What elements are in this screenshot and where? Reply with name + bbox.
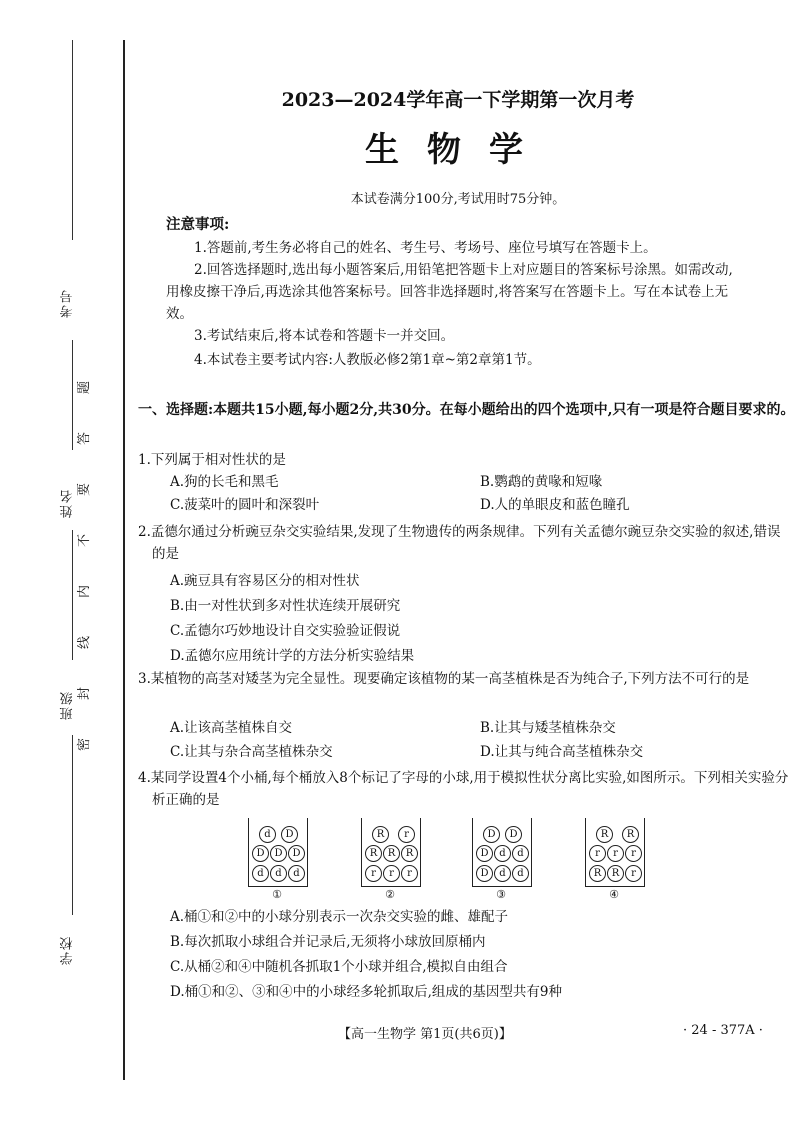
section-heading: 一、选择题:本题共15小题,每小题2分,共30分。在每小题给出的四个选项中,只有一项是符合题目要求的。: [138, 402, 794, 418]
seal-char: 要: [77, 482, 93, 497]
seal-char: 封: [77, 686, 93, 701]
ball: D: [252, 845, 269, 862]
class-label: 班级: [60, 690, 76, 720]
ball: d: [252, 865, 269, 882]
ball: d: [494, 845, 511, 862]
ball: r: [625, 865, 642, 882]
ball: r: [589, 845, 606, 862]
option-a: A.桶①和②中的小球分别表示一次杂交实验的雌、雄配子: [170, 909, 509, 925]
ball: d: [259, 826, 276, 843]
ball: r: [365, 865, 382, 882]
ball: R: [622, 826, 639, 843]
ball: D: [281, 826, 298, 843]
seal-char: 线: [77, 635, 93, 650]
question-stem: 2.孟德尔通过分析豌豆杂交实验结果,发现了生物遗传的两条规律。下列有关孟德尔豌豆杂交实验的叙述,错误的是: [138, 524, 781, 562]
option-d: D.孟德尔应用统计学的方法分析实验结果: [170, 648, 415, 664]
ball: D: [476, 845, 493, 862]
ball: r: [398, 826, 415, 843]
seal-char: 内: [77, 584, 93, 599]
option-a: A.豌豆具有容易区分的相对性状: [170, 573, 360, 589]
seal-warning: [77, 362, 109, 770]
ball: d: [288, 865, 305, 882]
subject-title: 生物学: [365, 130, 551, 170]
school-label: 学校: [60, 935, 76, 965]
seal-char: 不: [77, 533, 93, 548]
name-label: 姓名: [60, 488, 76, 518]
option-d: D.桶①和②、③和④中的小球经多轮抓取后,组成的基因型共有9种: [170, 984, 563, 1000]
ball: r: [625, 845, 642, 862]
bucket-label: ④: [609, 888, 619, 901]
seal-char: 题: [77, 380, 93, 395]
bucket-4: [585, 818, 645, 887]
ball: D: [288, 845, 305, 862]
option-c: C.从桶②和④中随机各抓取1个小球并组合,模拟自由组合: [170, 959, 508, 975]
bucket-label: ③: [496, 888, 506, 901]
ball: D: [476, 865, 493, 882]
notice-item: 1.答题前,考生务必将自己的姓名、考生号、考场号、座位号填写在答题卡上。: [194, 240, 657, 256]
option-d: D.让其与纯合高茎植株杂交: [480, 744, 644, 760]
option-c: C.让其与杂合高茎植株杂交: [170, 744, 333, 760]
paper-code: · 24 - 377A ·: [683, 1023, 763, 1038]
notice-title: 注意事项:: [166, 216, 230, 233]
ball: D: [270, 845, 287, 862]
ball: d: [494, 865, 511, 882]
question-stem: 1.下列属于相对性状的是: [138, 452, 286, 468]
option-c: C.菠菜叶的圆叶和深裂叶: [170, 497, 320, 513]
notice-item: 2.回答选择题时,选出每小题答案后,用铅笔把答题卡上对应题目的答案标号涂黑。如需改动,用橡皮擦干净后,再选涂其他答案标号。回答非选择题时,将答案写在答题卡上。写在本试卷上无效。: [166, 262, 733, 322]
ball: r: [383, 865, 400, 882]
option-b: B.鹦鹉的黄喙和短喙: [480, 474, 603, 490]
ball: D: [483, 826, 500, 843]
binding-margin: [0, 0, 130, 1123]
bucket-1: [248, 818, 308, 887]
exam-number-line: [72, 40, 73, 240]
option-c: C.孟德尔巧妙地设计自交实验验证假说: [170, 623, 401, 639]
ball: r: [607, 845, 624, 862]
bucket-3: [472, 818, 532, 887]
binding-rule: [123, 40, 125, 1080]
ball: d: [270, 865, 287, 882]
ball: D: [505, 826, 522, 843]
option-b: B.每次抓取小球组合并记录后,无须将小球放回原桶内: [170, 934, 486, 950]
option-b: B.让其与矮茎植株杂交: [480, 720, 616, 736]
ball: R: [365, 845, 382, 862]
ball: r: [401, 865, 418, 882]
exam-number-label: 考号: [60, 288, 76, 318]
bucket-figure: [248, 818, 668, 902]
bucket-label: ②: [385, 888, 395, 901]
ball: R: [383, 845, 400, 862]
option-b: B.由一对性状到多对性状连续开展研究: [170, 598, 401, 614]
bucket-label: ①: [272, 888, 282, 901]
option-a: A.狗的长毛和黑毛: [170, 474, 279, 490]
school-line: [72, 735, 73, 915]
exam-title: 2023—2024学年高一下学期第一次月考: [281, 89, 635, 111]
ball: R: [607, 865, 624, 882]
bucket-2: [361, 818, 421, 887]
ball: d: [512, 845, 529, 862]
notice-item: 4.本试卷主要考试内容:人教版必修2第1章~第2章第1节。: [194, 352, 541, 368]
score-line: 本试卷满分100分,考试用时75分钟。: [350, 192, 566, 207]
ball: R: [401, 845, 418, 862]
ball: R: [596, 826, 613, 843]
seal-char: 答: [77, 431, 93, 446]
question-stem: 3.某植物的高茎对矮茎为完全显性。现要确定该植物的某一高茎植株是否为纯合子,下列方法不可行的是: [138, 671, 750, 687]
ball: R: [372, 826, 389, 843]
ball: R: [589, 865, 606, 882]
question-stem: 4.某同学设置4个小桶,每个桶放入8个标记了字母的小球,用于模拟性状分离比实验,如图所示。下列相关实验分析正确的是: [138, 770, 789, 808]
page-number: 【高一生物学 第1页(共6页)】: [338, 1027, 512, 1042]
seal-char: 密: [77, 737, 93, 752]
option-d: D.人的单眼皮和蓝色瞳孔: [480, 497, 630, 513]
ball: d: [512, 865, 529, 882]
option-a: A.让该高茎植株自交: [170, 720, 293, 736]
notice-item: 3.考试结束后,将本试卷和答题卡一并交回。: [194, 328, 455, 344]
